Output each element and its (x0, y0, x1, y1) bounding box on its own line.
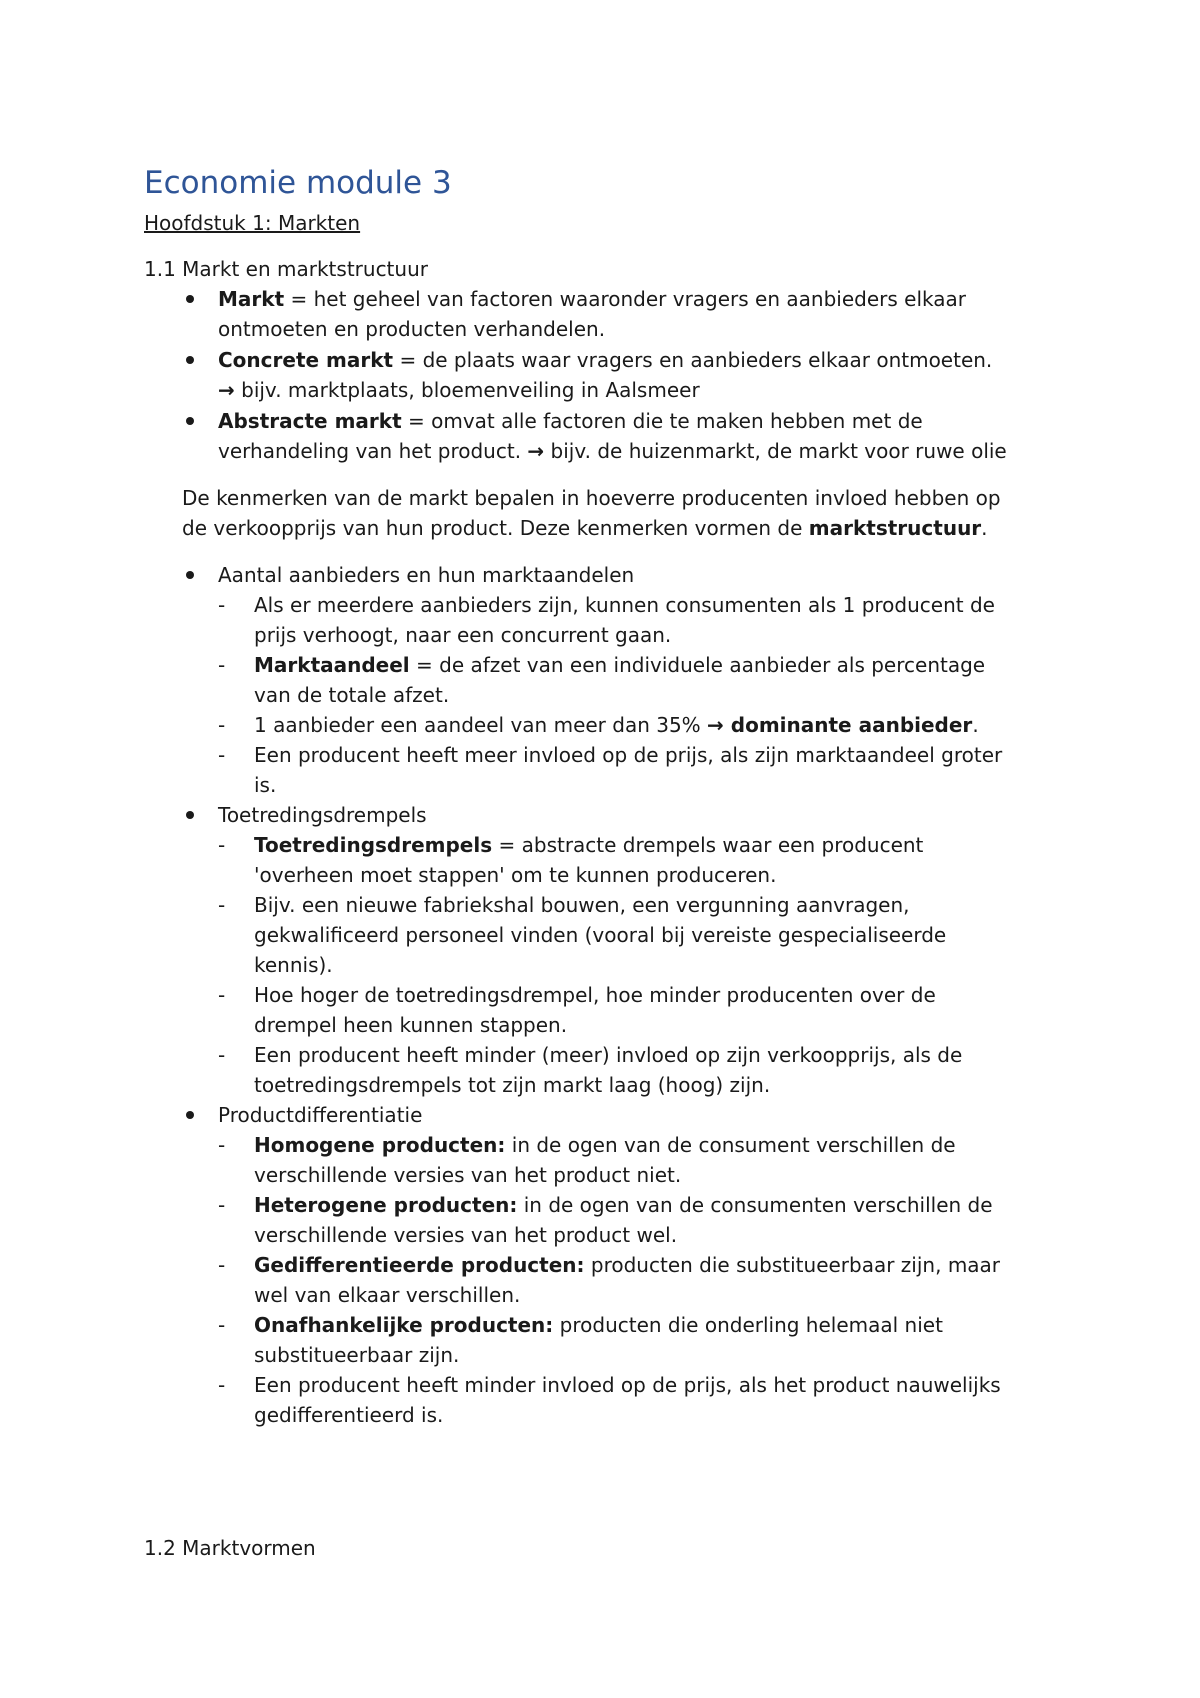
bullet-icon (186, 295, 194, 303)
list-item: Als er meerdere aanbieders zijn, kunnen consumenten als 1 producent de (254, 593, 995, 617)
list-item: Onafhankelijke producten: producten die onderling helemaal niet (254, 1313, 943, 1337)
list-item-cont: verschillende versies van het product niet. (254, 1163, 682, 1187)
dash-icon: - (218, 653, 226, 677)
paragraph-line: de verkoopprijs van hun product. Deze kenmerken vormen de marktstructuur. (182, 516, 988, 540)
group-label: Productdifferentiatie (218, 1103, 423, 1127)
section-heading: 1.2 Marktvormen (144, 1536, 316, 1560)
list-item-cont: prijs verhoogt, naar een concurrent gaan. (254, 623, 672, 647)
dash-icon: - (218, 593, 226, 617)
definition-abstracte-cont: verhandeling van het product. → bijv. de huizenmarkt, de markt voor ruwe olie (218, 439, 1007, 463)
list-item: Gedifferentieerde producten: producten die substitueerbaar zijn, maar (254, 1253, 1001, 1277)
arrow-right-icon: → (527, 439, 545, 463)
dash-icon: - (218, 893, 226, 917)
dash-icon: - (218, 1313, 226, 1337)
dash-icon: - (218, 1193, 226, 1217)
list-item: Marktaandeel = de afzet van een individuele aanbieder als percentage (254, 653, 986, 677)
list-item: Homogene producten: in de ogen van de consument verschillen de (254, 1133, 956, 1157)
list-item-cont: drempel heen kunnen stappen. (254, 1013, 568, 1037)
paragraph-line: De kenmerken van de markt bepalen in hoeverre producenten invloed hebben op (182, 486, 1001, 510)
list-item-cont: substitueerbaar zijn. (254, 1343, 460, 1367)
group-label: Toetredingsdrempels (218, 803, 427, 827)
definition-markt: Markt = het geheel van factoren waaronder vragers en aanbieders elkaar (218, 287, 966, 311)
dash-icon: - (218, 743, 226, 767)
list-item: Bijv. een nieuwe fabriekshal bouwen, een vergunning aanvragen, (254, 893, 910, 917)
list-item-cont: van de totale afzet. (254, 683, 450, 707)
definition-abstracte: Abstracte markt = omvat alle factoren die te maken hebben met de (218, 409, 923, 433)
chapter-heading: Hoofdstuk 1: Markten (144, 211, 361, 235)
list-item-cont: 'overheen moet stappen' om te kunnen produceren. (254, 863, 777, 887)
definition-concrete: Concrete markt = de plaats waar vragers en aanbieders elkaar ontmoeten. (218, 348, 993, 372)
bullet-icon (186, 811, 194, 819)
list-item-cont: toetredingsdrempels tot zijn markt laag (hoog) zijn. (254, 1073, 771, 1097)
dash-icon: - (218, 983, 226, 1007)
list-item-cont: kennis). (254, 953, 333, 977)
dash-icon: - (218, 1373, 226, 1397)
definition-markt-cont: ontmoeten en producten verhandelen. (218, 317, 606, 341)
list-item: Een producent heeft meer invloed op de prijs, als zijn marktaandeel groter (254, 743, 1003, 767)
list-item: Hoe hoger de toetredingsdrempel, hoe minder producenten over de (254, 983, 936, 1007)
arrow-right-icon: → (707, 713, 724, 737)
bullet-icon (186, 1111, 194, 1119)
section-heading: 1.1 Markt en marktstructuur (144, 257, 428, 281)
list-item-cont: gedifferentieerd is. (254, 1403, 444, 1427)
document-title: Economie module 3 (144, 165, 452, 201)
list-item: Een producent heeft minder invloed op de prijs, als het product nauwelijks (254, 1373, 1001, 1397)
list-item-cont: wel van elkaar verschillen. (254, 1283, 521, 1307)
arrow-right-icon: → (218, 378, 235, 402)
dash-icon: - (218, 1133, 226, 1157)
list-item-cont: verschillende versies van het product wel. (254, 1223, 678, 1247)
bullet-icon (186, 571, 194, 579)
dash-icon: - (218, 713, 226, 737)
list-item: Heterogene producten: in de ogen van de consumenten verschillen de (254, 1193, 993, 1217)
list-item-cont: gekwalificeerd personeel vinden (vooral bij vereiste gespecialiseerde (254, 923, 947, 947)
dash-icon: - (218, 1043, 226, 1067)
list-item: Toetredingsdrempels = abstracte drempels waar een producent (254, 833, 924, 857)
bullet-icon (186, 417, 194, 425)
group-label: Aantal aanbieders en hun marktaandelen (218, 563, 635, 587)
list-item: 1 aanbieder een aandeel van meer dan 35% → dominante aanbieder. (254, 713, 979, 737)
definition-concrete-cont: → bijv. marktplaats, bloemenveiling in Aalsmeer (218, 378, 700, 402)
dash-icon: - (218, 833, 226, 857)
dash-icon: - (218, 1253, 226, 1277)
list-item: Een producent heeft minder (meer) invloed op zijn verkoopprijs, als de (254, 1043, 963, 1067)
list-item-cont: is. (254, 773, 277, 797)
bullet-icon (186, 356, 194, 364)
